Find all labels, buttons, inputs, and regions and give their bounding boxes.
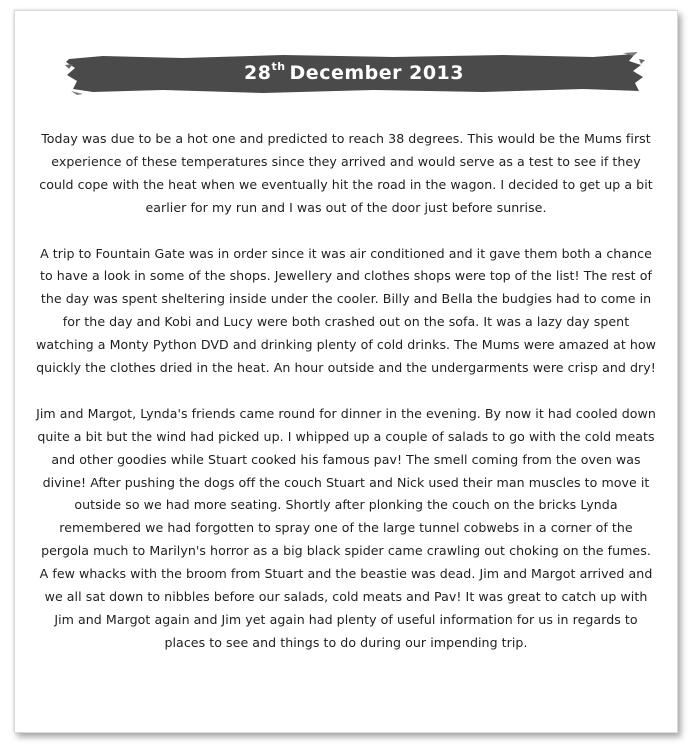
paragraph-3: Jim and Margot, Lynda's friends came round for dinner in the evening. By now it had cooled down quite a bit but the wind had picked up. I whipped up a couple of salads to go with the cold meats and other goodies while Stuart cooked his famous pav! The smell coming from the oven was divine! After pushing the dogs off the couch Stuart and Nick used their man muscles to move it outside so we had more seating. Shortly after plonking the couch on the bricks Lynda remembered we had forgotten to spray one of the large tunnel cobwebs in a corner of the pergola much to Marilyn's horror as a big black spider came crawling out choking on the fumes. A few whacks with the broom from Stuart and the beastie was dead. Jim and Margot arrived and we all sat down to nibbles before our salads, cold meats and Pav! It was great to catch up with Jim and Margot again and Jim yet again had plenty of useful information for us in regards to places to see and things to do during our impending trip. bbox=[36, 405, 656, 650]
date-banner bbox=[63, 51, 645, 95]
date-month-year: December 2013 bbox=[289, 62, 464, 84]
page-date-title bbox=[63, 51, 645, 95]
journal-body bbox=[35, 128, 657, 678]
date-day: 28 bbox=[243, 62, 272, 84]
paragraph-2: A trip to Fountain Gate was in order since it was air conditioned and it gave them both a chance to have a look in some of the shops. Jewellery and clothes shops were top of the list! The rest of the day was spent sheltering inside under the cooler. Billy and Bella the budgies had to come in for the day and Kobi and Lucy were both crashed out on the sofa. It was a lazy day spent watching a Monty Python DVD and drinking plenty of cold drinks. The Mums were amazed at how quickly the clothes dried in the heat. An hour outside and the undergarments were crisp and dry! bbox=[35, 245, 657, 376]
paragraph-1: Today was due to be a hot one and predicted to reach 38 degrees. This would be the Mums first experience of these temperatures since they arrived and would serve as a test to see if they could cope with the heat when we eventually hit the road in the wagon. I decided to get up a bit earlier for my run and I was out of the door just before sunrise. bbox=[39, 131, 653, 215]
journal-page bbox=[14, 10, 678, 733]
date-suffix: th bbox=[271, 59, 286, 73]
